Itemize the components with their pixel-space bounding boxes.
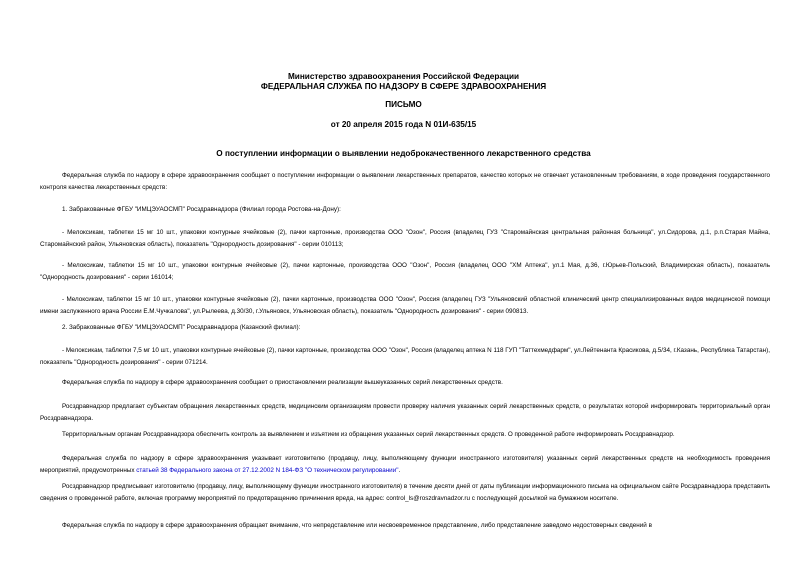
paragraph-section-2: 2. Забракованные ФГБУ "ИМЦЭУАОСМП" Росздравнадзора (Казанский филиал): (62, 324, 301, 331)
paragraph-manufacturer (40, 453, 770, 476)
paragraph-intro: Федеральная служба по надзору в сфере здравоохранения сообщает о поступлении информации о выявлении лекарственных препаратов, качество которых не отвечает установленным требованиям, в ходе проведения государственного контроля качества лекарственных средств: (40, 172, 770, 191)
paragraph-item-1: - Мелоксикам, таблетки 15 мг 10 шт., упаковки контурные ячейковые (2), пачки картонные, производства ООО "Озон", Россия (владелец ГУЗ "Старомайнская центральная районная больница", ул.Сидорова, д.1, р.п.Старая Майна, Старомайнский район, Ульяновская область), показатель "Однородность дозирования" - серии 010113; (40, 229, 770, 248)
law-article-link[interactable]: статьей 38 Федерального закона от 27.12.2002 N 184-ФЗ "О техническом регулировании" (136, 466, 399, 474)
paragraph-item-4: - Мелоксикам, таблетки 7,5 мг 10 шт., упаковки контурные ячейковые (2), пачки картонные, производства ООО "Озон", Россия (владелец аптека N 118 ГУП "Таттехмедфарм", ул.Лейтенанта Красикова, д.5/34, г.Казань, Республика Татарстан), показатель "Однородность дозирования" - серии 071214. (40, 347, 770, 366)
document-date-number: от 20 апреля 2015 года N 01И-635/15 (330, 120, 477, 129)
paragraph-suspension: Федеральная служба по надзору в сфере здравоохранения сообщает о приостановлении реализации вышеуказанных серий лекарственных средств. (62, 379, 503, 386)
service-title: ФЕДЕРАЛЬНАЯ СЛУЖБА ПО НАДЗОРУ В СФЕРЕ ЗДРАВООХРАНЕНИЯ (260, 82, 547, 91)
ministry-title: Министерство здравоохранения Российской Федерации (287, 72, 520, 81)
paragraph-responsibility: Федеральная служба по надзору в сфере здравоохранения обращает внимание, что непредставление или несвоевременное представление, либо представление заведомо недостоверных сведений в (62, 522, 652, 529)
paragraph-manufacturer-end: . (398, 466, 401, 474)
paragraph-territorial-control: Территориальным органам Росздравнадзора обеспечить контроль за выявлением и изъятием из обращения указанных серий лекарственных средств. О проведенной работе информировать Росздравнадзор. (62, 431, 675, 438)
document-subject: О поступлении информации о выявлении недоброкачественного лекарственного средства (216, 149, 591, 158)
paragraph-inspection: Росздравнадзор предлагает субъектам обращения лекарственных средств, медицинским организациям провести проверку наличия указанных серий лекарственных средств, о результатах которой информировать территориальный орган Росздравнадзора. (40, 403, 770, 422)
paragraph-report: Росздравнадзор предписывает изготовителю (продавцу, лицу, выполняющему функции иностранного изготовителя) в течение десяти дней от даты публикации информационного письма на официальном сайте Росздравнадзора представить сведения о проведенной работе, включая программу мероприятий по предотвращению причинения вреда, на адрес: control_ls@roszdravnadzor.ru с последующей досылкой на бумажном носителе. (40, 483, 770, 502)
paragraph-section-1: 1. Забракованные ФГБУ "ИМЦЭУАОСМП" Росздравнадзора (Филиал города Ростова-на-Дону): (62, 206, 341, 213)
paragraph-item-2: - Мелоксикам, таблетки 15 мг 10 шт., упаковки контурные ячейковые (2), пачки картонные, производства ООО "Озон", Россия (владелец ООО "ХМ Аптека", ул.1 Мая, д.36, г.Юрьев-Польский, Владимирская область), показатель "Однородность дозирования" - серии 161014; (40, 262, 770, 281)
paragraph-manufacturer-text: Федеральная служба по надзору в сфере здравоохранения указывает изготовителю (продавцу, лицу, выполняющему функции иностранного изготовителя) указанных серий лекарственных средств на необходимость проведения мероприятий, предусмотренных (40, 455, 770, 474)
paragraph-item-3: - Мелоксикам, таблетки 15 мг 10 шт., упаковки контурные ячейковые (2), пачки картонные, производства ООО "Озон", Россия (владелец ГУЗ "Ульяновский областной клинический центр специализированных видов медицинской помощи имени заслуженного врача России Е.М.Чучкалова", ул.Рылеева, д.30/30, г.Ульяновск, Ульяновская область), показатель "Однородность дозирования" - серии 090813. (40, 296, 770, 315)
document-type: ПИСЬМО (385, 100, 422, 109)
